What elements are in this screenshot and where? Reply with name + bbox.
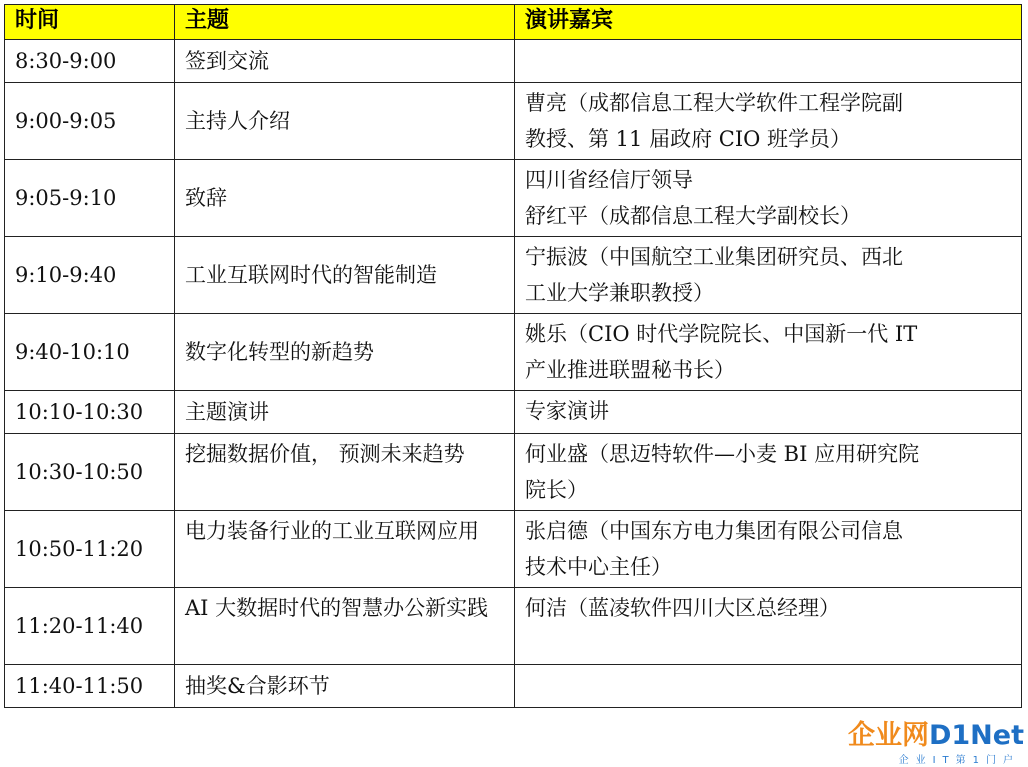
table-row [5, 40, 1022, 83]
row-topic: 电力装备行业的工业互联网应用 [175, 511, 515, 588]
table-row [5, 511, 1022, 588]
speaker-line: 产业推进联盟秘书长） [525, 358, 735, 382]
d1net-watermark-logo [846, 721, 1024, 765]
row-time: 10:10-10:30 [5, 391, 175, 434]
row-speaker [515, 391, 1022, 434]
table-row [5, 160, 1022, 237]
header-time: 时间 [5, 5, 175, 40]
table-row [5, 83, 1022, 160]
row-time: 9:40-10:10 [5, 314, 175, 391]
row-speaker [515, 40, 1022, 83]
watermark-en-text: D1Net [928, 720, 1024, 751]
row-speaker [515, 511, 1022, 588]
row-time: 10:30-10:50 [5, 434, 175, 511]
row-time: 9:05-9:10 [5, 160, 175, 237]
speaker-line: 技术中心主任） [525, 555, 672, 579]
speaker-line: 张启德（中国东方电力集团有限公司信息 [525, 519, 903, 543]
row-topic: 数字化转型的新趋势 [175, 314, 515, 391]
row-topic: 致辞 [175, 160, 515, 237]
row-time: 9:10-9:40 [5, 237, 175, 314]
speaker-line: 院长） [525, 478, 588, 502]
row-time: 9:00-9:05 [5, 83, 175, 160]
speaker-line: 专家演讲 [525, 399, 609, 423]
speaker-line: 教授、第 11 届政府 CIO 班学员） [525, 127, 852, 151]
speaker-line: 四川省经信厅领导 [525, 168, 693, 192]
row-speaker [515, 83, 1022, 160]
row-topic: 主题演讲 [175, 391, 515, 434]
speaker-line: 舒红平（成都信息工程大学副校长） [525, 204, 861, 228]
row-time: 8:30-9:00 [5, 40, 175, 83]
table-row [5, 434, 1022, 511]
row-speaker [515, 237, 1022, 314]
row-speaker [515, 588, 1022, 665]
header-speaker: 演讲嘉宾 [515, 5, 1022, 40]
row-time: 11:20-11:40 [5, 588, 175, 665]
speaker-line: 曹亮（成都信息工程大学软件工程学院副 [525, 91, 903, 115]
table-row [5, 237, 1022, 314]
speaker-line: 何洁（蓝凌软件四川大区总经理） [525, 596, 840, 620]
table-row [5, 588, 1022, 665]
speaker-line: 何业盛（思迈特软件—小麦 BI 应用研究院 [525, 442, 920, 466]
table-row [5, 665, 1022, 708]
watermark-cn-text: 企业网 [847, 720, 929, 751]
agenda-table [4, 4, 1022, 708]
table-row [5, 391, 1022, 434]
speaker-line: 工业大学兼职教授） [525, 281, 714, 305]
speaker-line: 宁振波（中国航空工业集团研究员、西北 [525, 245, 903, 269]
row-topic: 工业互联网时代的智能制造 [175, 237, 515, 314]
row-speaker [515, 160, 1022, 237]
row-topic: 签到交流 [175, 40, 515, 83]
row-speaker [515, 434, 1022, 511]
row-speaker [515, 314, 1022, 391]
row-time: 10:50-11:20 [5, 511, 175, 588]
row-topic: 挖掘数据价值， 预测未来趋势 [175, 434, 515, 511]
table-row [5, 314, 1022, 391]
row-topic: 主持人介绍 [175, 83, 515, 160]
row-topic: 抽奖&合影环节 [175, 665, 515, 708]
row-time: 11:40-11:50 [5, 665, 175, 708]
speaker-line: 姚乐（CIO 时代学院院长、中国新一代 IT [525, 322, 918, 346]
table-header-row [5, 5, 1022, 40]
row-topic: AI 大数据时代的智慧办公新实践 [175, 588, 515, 665]
row-speaker [515, 665, 1022, 708]
watermark-subtext: 企业IT第1门户 [898, 755, 1020, 766]
header-topic: 主题 [175, 5, 515, 40]
watermark-main [848, 721, 1024, 751]
